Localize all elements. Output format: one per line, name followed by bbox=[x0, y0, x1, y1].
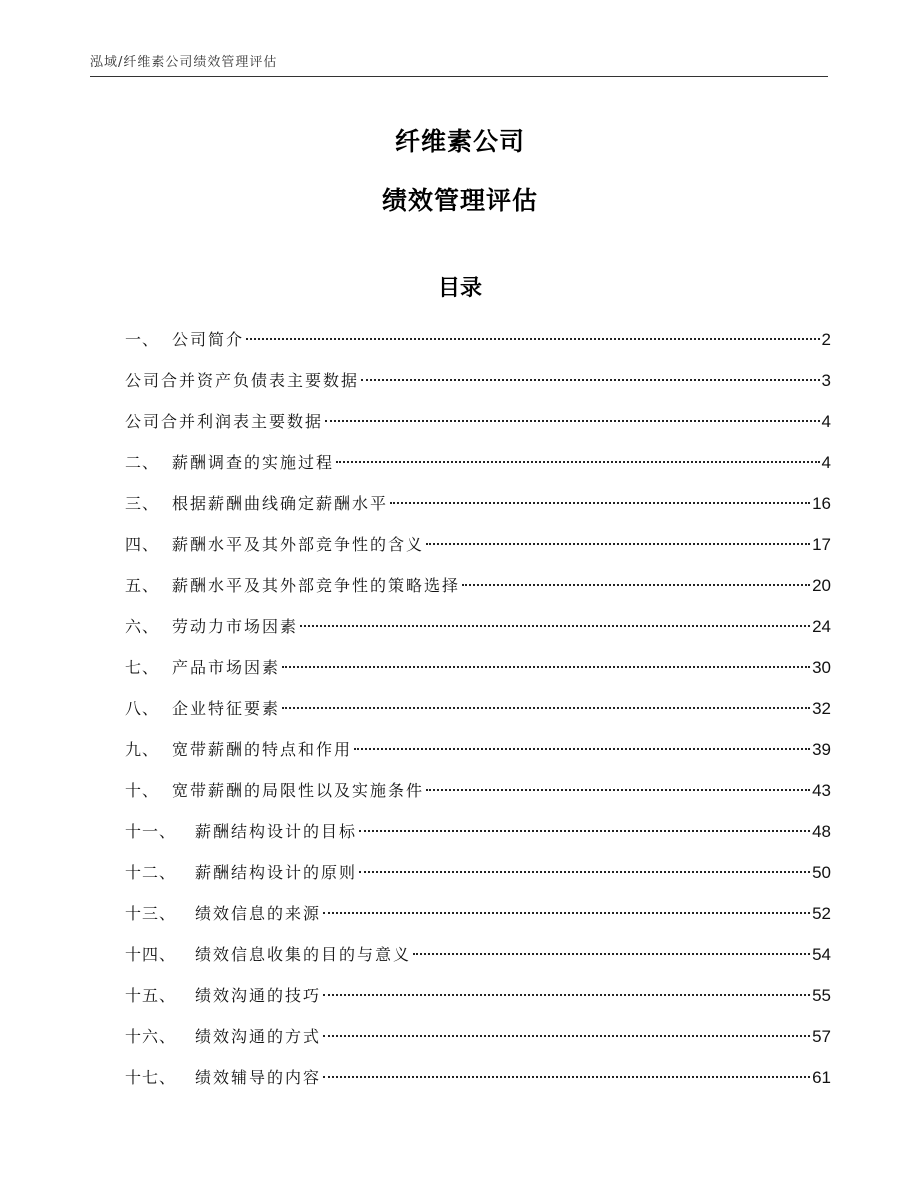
toc-entry[interactable] bbox=[125, 1016, 831, 1057]
toc-entry-title: 产品市场因素 bbox=[172, 658, 281, 677]
toc-dot-leader bbox=[361, 379, 820, 381]
toc-entry-page: 43 bbox=[812, 781, 831, 800]
toc-entry-number: 七、 bbox=[125, 658, 160, 677]
toc-dot-leader bbox=[300, 625, 810, 627]
toc-entry-title: 薪酬水平及其外部竞争性的含义 bbox=[172, 535, 425, 554]
toc-entry-page: 50 bbox=[812, 863, 831, 882]
toc-dot-leader bbox=[354, 748, 810, 750]
toc-entry[interactable] bbox=[125, 319, 831, 360]
toc-entry-title: 薪酬调查的实施过程 bbox=[172, 453, 335, 472]
toc-entry-title: 绩效信息的来源 bbox=[195, 904, 322, 923]
toc-entry-title: 宽带薪酬的特点和作用 bbox=[172, 740, 353, 759]
toc-entry-title: 劳动力市场因素 bbox=[172, 617, 299, 636]
toc-dot-leader bbox=[390, 502, 810, 504]
toc-entry-title: 公司合并利润表主要数据 bbox=[125, 412, 324, 431]
toc-entry-title: 企业特征要素 bbox=[172, 699, 281, 718]
toc-dot-leader bbox=[282, 707, 810, 709]
toc-entry-number: 十六、 bbox=[125, 1027, 177, 1046]
toc-entry-page: 20 bbox=[812, 576, 831, 595]
toc-entry-page: 54 bbox=[812, 945, 831, 964]
toc-entry[interactable] bbox=[125, 893, 831, 934]
toc-entry[interactable] bbox=[125, 852, 831, 893]
toc-entry-title: 公司合并资产负债表主要数据 bbox=[125, 371, 360, 390]
toc-dot-leader bbox=[462, 584, 810, 586]
toc-entry-page: 39 bbox=[812, 740, 831, 759]
toc-entry[interactable] bbox=[125, 1057, 831, 1098]
toc-entry[interactable] bbox=[125, 647, 831, 688]
running-header: 泓域/纤维素公司绩效管理评估 bbox=[90, 55, 278, 70]
toc-entry[interactable] bbox=[125, 483, 831, 524]
toc-entry-title: 薪酬结构设计的目标 bbox=[195, 822, 358, 841]
toc-entry-page: 16 bbox=[812, 494, 831, 513]
toc-entry-title: 宽带薪酬的局限性以及实施条件 bbox=[172, 781, 425, 800]
toc-entry[interactable] bbox=[125, 524, 831, 565]
toc-entry-page: 3 bbox=[821, 371, 831, 390]
toc-entry-title: 绩效沟通的技巧 bbox=[195, 986, 322, 1005]
toc-entry-page: 4 bbox=[821, 453, 831, 472]
toc-entry-page: 17 bbox=[812, 535, 831, 554]
toc-entry-page: 32 bbox=[812, 699, 831, 718]
toc-entry-number: 四、 bbox=[125, 535, 160, 554]
toc-entry-page: 4 bbox=[821, 412, 831, 431]
toc-entry-title: 绩效辅导的内容 bbox=[195, 1068, 322, 1087]
toc-entry-number: 十二、 bbox=[125, 863, 177, 882]
toc-entry-title: 薪酬水平及其外部竞争性的策略选择 bbox=[172, 576, 461, 595]
toc-dot-leader bbox=[323, 1035, 810, 1037]
toc-entry-title: 公司简介 bbox=[172, 330, 245, 349]
toc-dot-leader bbox=[323, 912, 810, 914]
toc-entry-number: 十一、 bbox=[125, 822, 177, 841]
document-title-line2: 绩效管理评估 bbox=[381, 186, 538, 215]
toc-entry[interactable] bbox=[125, 401, 831, 442]
toc-entry-number: 九、 bbox=[125, 740, 160, 759]
toc-entry-number: 六、 bbox=[125, 617, 160, 636]
toc-dot-leader bbox=[323, 1076, 810, 1078]
table-of-contents bbox=[125, 319, 831, 1098]
toc-entry-number: 一、 bbox=[125, 330, 160, 349]
toc-entry-number: 十四、 bbox=[125, 945, 177, 964]
toc-entry[interactable] bbox=[125, 606, 831, 647]
toc-entry-number: 十、 bbox=[125, 781, 160, 800]
toc-dot-leader bbox=[359, 830, 810, 832]
toc-entry-number: 十三、 bbox=[125, 904, 177, 923]
toc-entry-number: 十五、 bbox=[125, 986, 177, 1005]
toc-entry[interactable] bbox=[125, 811, 831, 852]
header-divider bbox=[90, 76, 828, 77]
toc-entry-page: 24 bbox=[812, 617, 831, 636]
toc-entry-number: 十七、 bbox=[125, 1068, 177, 1087]
toc-entry-page: 30 bbox=[812, 658, 831, 677]
toc-entry-number: 八、 bbox=[125, 699, 160, 718]
toc-entry[interactable] bbox=[125, 688, 831, 729]
toc-dot-leader bbox=[413, 953, 810, 955]
toc-entry-title: 根据薪酬曲线确定薪酬水平 bbox=[172, 494, 389, 513]
toc-dot-leader bbox=[282, 666, 810, 668]
toc-dot-leader bbox=[246, 338, 820, 340]
toc-entry[interactable] bbox=[125, 729, 831, 770]
toc-entry-page: 52 bbox=[812, 904, 831, 923]
toc-dot-leader bbox=[325, 420, 820, 422]
toc-entry[interactable] bbox=[125, 975, 831, 1016]
toc-entry[interactable] bbox=[125, 934, 831, 975]
toc-dot-leader bbox=[426, 543, 810, 545]
toc-entry-page: 48 bbox=[812, 822, 831, 841]
toc-entry-page: 57 bbox=[812, 1027, 831, 1046]
toc-dot-leader bbox=[336, 461, 820, 463]
toc-heading: 目录 bbox=[437, 276, 482, 301]
toc-entry-number: 二、 bbox=[125, 453, 160, 472]
toc-dot-leader bbox=[426, 789, 810, 791]
toc-entry-title: 绩效沟通的方式 bbox=[195, 1027, 322, 1046]
toc-entry-page: 2 bbox=[821, 330, 831, 349]
toc-dot-leader bbox=[359, 871, 810, 873]
toc-entry-number: 五、 bbox=[125, 576, 160, 595]
toc-entry[interactable] bbox=[125, 565, 831, 606]
toc-entry-page: 61 bbox=[812, 1068, 831, 1087]
toc-dot-leader bbox=[323, 994, 810, 996]
toc-entry[interactable] bbox=[125, 442, 831, 483]
toc-entry-title: 绩效信息收集的目的与意义 bbox=[195, 945, 412, 964]
toc-entry-number: 三、 bbox=[125, 494, 160, 513]
toc-entry[interactable] bbox=[125, 360, 831, 401]
toc-entry-page: 55 bbox=[812, 986, 831, 1005]
toc-entry[interactable] bbox=[125, 770, 831, 811]
document-title-line1: 纤维素公司 bbox=[394, 127, 525, 156]
toc-entry-title: 薪酬结构设计的原则 bbox=[195, 863, 358, 882]
